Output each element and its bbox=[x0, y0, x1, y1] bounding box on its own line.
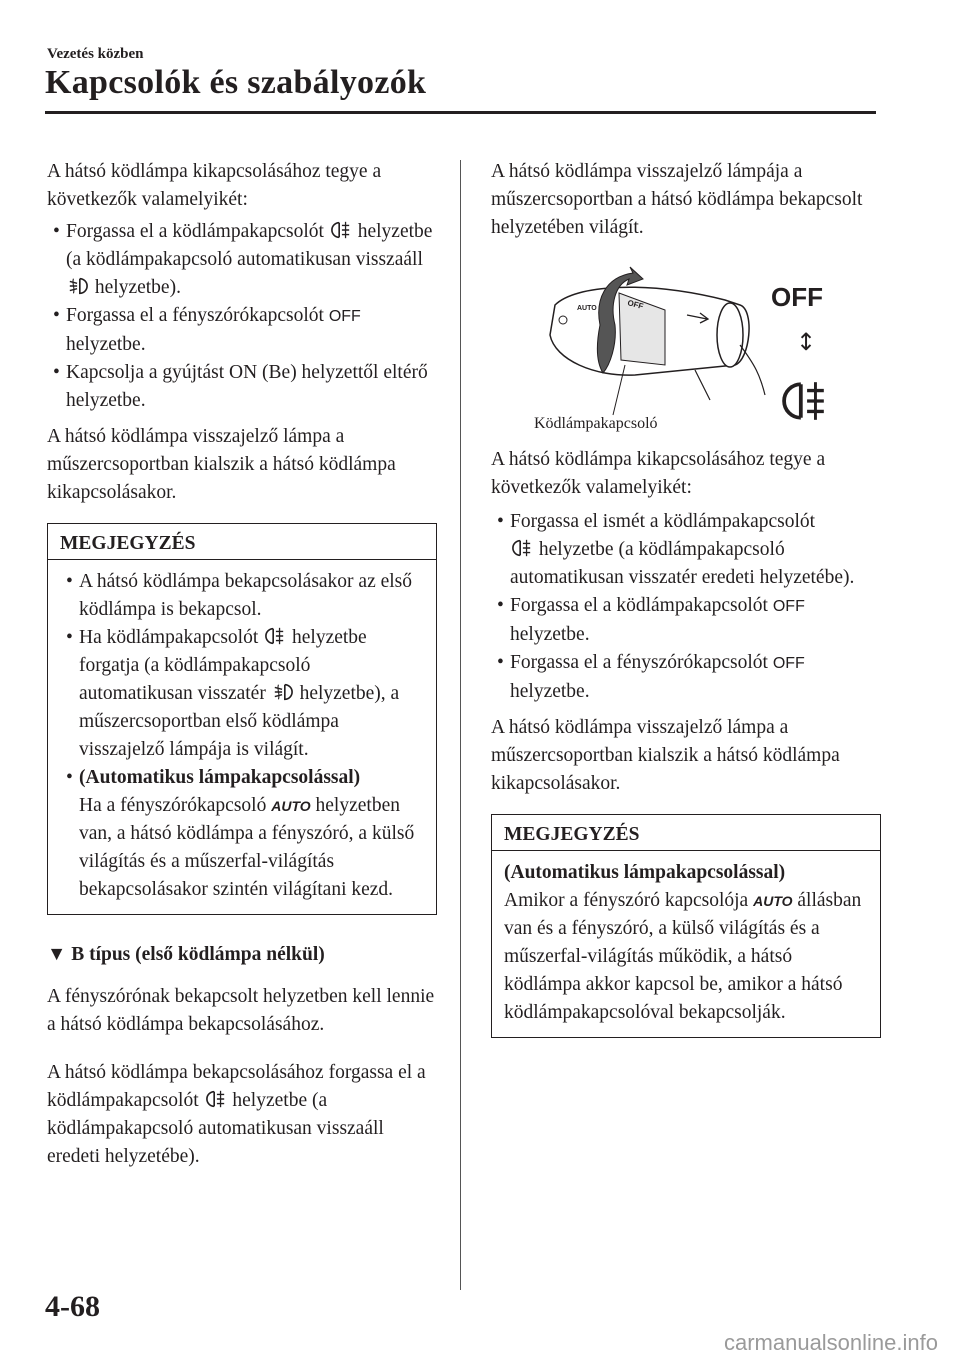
figure-caption: Ködlámpakapcsoló bbox=[534, 415, 658, 432]
list-item bbox=[491, 592, 881, 649]
subsection-title: B típus (első ködlámpa nélkül) bbox=[71, 944, 325, 965]
bullet: • bbox=[53, 362, 60, 383]
list-item bbox=[47, 359, 437, 415]
bullet: • bbox=[66, 767, 73, 788]
list-item bbox=[491, 649, 881, 706]
list-item-text: helyzetbe), a műszercsoportban első ködlámpa visszajelző lámpája is világít. bbox=[79, 683, 400, 760]
paragraph-text: helyzetbe (a ködlámpakapcsoló automatikusan visszaáll eredeti helyzetébe). bbox=[47, 1090, 384, 1167]
list-item bbox=[60, 764, 424, 904]
triangle-marker-icon: ▼ bbox=[47, 944, 67, 965]
paragraph: A hátsó ködlámpa visszajelző lámpa a műszercsoportban kialszik a hátsó ködlámpa kikapcsolásakor. bbox=[47, 426, 396, 503]
list-item-heading: (Automatikus lámpakapcsolással) bbox=[79, 767, 361, 788]
front-fog-lamp-icon bbox=[273, 682, 293, 702]
note-box bbox=[491, 814, 881, 1038]
list-item bbox=[491, 508, 881, 592]
header-divider bbox=[45, 111, 876, 114]
list-item-text: Ha a fényszórókapcsoló bbox=[79, 795, 267, 816]
bullet: • bbox=[53, 305, 60, 326]
list-item-text: Forgassa el a fényszórókapcsolót bbox=[66, 305, 324, 326]
list-item-text: Forgassa el a ködlámpakapcsolót bbox=[510, 595, 768, 616]
front-fog-lamp-icon bbox=[68, 276, 88, 296]
auto-label: AUTO bbox=[753, 893, 793, 909]
column-divider bbox=[460, 160, 461, 1290]
auto-label: AUTO bbox=[271, 798, 311, 814]
bullet: • bbox=[497, 652, 504, 673]
list-item-text: helyzetbe forgatja (a ködlámpakapcsoló automatikusan visszatér bbox=[79, 627, 367, 704]
stalk-auto-label: AUTO bbox=[577, 305, 597, 312]
list-item-text: helyzetbe. bbox=[510, 624, 590, 645]
list-item-text: Forgassa el a fényszórókapcsolót bbox=[510, 652, 768, 673]
off-label: OFF bbox=[772, 655, 805, 672]
bullet: • bbox=[66, 627, 73, 648]
rear-fog-lamp-icon bbox=[512, 538, 532, 558]
paragraph: A hátsó ködlámpa kikapcsolásához tegye a következők valamelyikét: bbox=[47, 161, 382, 210]
paragraph: A hátsó ködlámpa visszajelző lámpa a műszercsoportban kialszik a hátsó ködlámpa kikapcsolásakor. bbox=[491, 717, 840, 794]
paragraph-text: A hátsó ködlámpa bekapcsolásához forgassa el a ködlámpakapcsolót bbox=[47, 1062, 426, 1111]
note-text: Amikor a fényszóró kapcsolója bbox=[504, 890, 749, 911]
bullet: • bbox=[53, 221, 60, 242]
list-item bbox=[47, 302, 437, 359]
note-text: állásban van és a fényszóró, a külső világítás és a műszerfal-világítás működik, a hátsó ködlámpa akkor kapcsol be, amikor a hátsó ködlámpakapcsolóval bekapcsolják. bbox=[504, 890, 862, 1023]
list-item-text: helyzetbe. bbox=[66, 334, 146, 355]
section-label: Vezetés közben bbox=[47, 46, 144, 62]
footer-watermark: carmanualsonline.info bbox=[723, 1330, 938, 1355]
list-item-text: Forgassa el ismét a ködlámpakapcsolót bbox=[510, 511, 816, 532]
off-label: OFF bbox=[328, 308, 361, 325]
list-item bbox=[60, 568, 424, 624]
list-item-text: helyzetbe. bbox=[510, 681, 590, 702]
paragraph bbox=[47, 1059, 437, 1171]
list-item bbox=[60, 624, 424, 764]
list-item-text: helyzetben van, a hátsó ködlámpa a fényszóró, a külső világítás és a műszerfal-világítás bekapcsolásakor szintén világítani kezd. bbox=[79, 795, 415, 900]
figure-off-label: OFF bbox=[771, 282, 823, 312]
bullet: • bbox=[497, 595, 504, 616]
paragraph: A hátsó ködlámpa visszajelző lámpája a műszercsoportban a hátsó ködlámpa bekapcsolt helyzetében világít. bbox=[491, 161, 863, 238]
rear-fog-lamp-icon bbox=[780, 378, 830, 424]
note-box bbox=[47, 523, 437, 915]
note-title: MEGJEGYZÉS bbox=[48, 524, 436, 560]
list-item bbox=[47, 218, 437, 302]
right-column-continued bbox=[491, 446, 881, 1038]
off-label: OFF bbox=[772, 598, 805, 615]
paragraph: A hátsó ködlámpa kikapcsolásához tegye a következők valamelyikét: bbox=[491, 449, 826, 498]
note-heading: (Automatikus lámpakapcsolással) bbox=[504, 862, 786, 883]
bullet: • bbox=[497, 511, 504, 532]
paragraph: A fényszórónak bekapcsolt helyzetben kell lennie a hátsó ködlámpa bekapcsolásához. bbox=[47, 986, 435, 1035]
bullet: • bbox=[66, 571, 73, 592]
list-item-text: Forgassa el a ködlámpakapcsolót bbox=[66, 221, 324, 242]
list-item-text: A hátsó ködlámpa bekapcsolásakor az első ködlámpa is bekapcsol. bbox=[79, 571, 413, 620]
stalk-off-label: OFF bbox=[626, 298, 645, 312]
right-column bbox=[491, 158, 881, 242]
page-title: Kapcsolók és szabályozók bbox=[45, 64, 427, 101]
list-item-text: helyzetbe). bbox=[94, 277, 181, 298]
list-item-text: Ha ködlámpakapcsolót bbox=[79, 627, 259, 648]
rear-fog-lamp-icon bbox=[265, 626, 285, 646]
subsection-heading bbox=[47, 941, 437, 969]
list-item-text: helyzetbe (a ködlámpakapcsoló automatikusan visszaáll bbox=[66, 221, 433, 270]
left-column bbox=[47, 158, 437, 1171]
list-item-text: Kapcsolja a gyújtást ON (Be) helyzettől eltérő helyzetbe. bbox=[66, 362, 428, 411]
rear-fog-lamp-icon bbox=[331, 220, 351, 240]
rear-fog-lamp-icon bbox=[206, 1089, 226, 1109]
up-down-arrow-icon: ↕ bbox=[796, 328, 817, 356]
list-item-text: helyzetbe (a ködlámpakapcsoló automatikusan visszatér eredeti helyzetébe). bbox=[510, 539, 855, 588]
note-title: MEGJEGYZÉS bbox=[492, 815, 880, 851]
page-number: 4-68 bbox=[45, 1290, 100, 1323]
